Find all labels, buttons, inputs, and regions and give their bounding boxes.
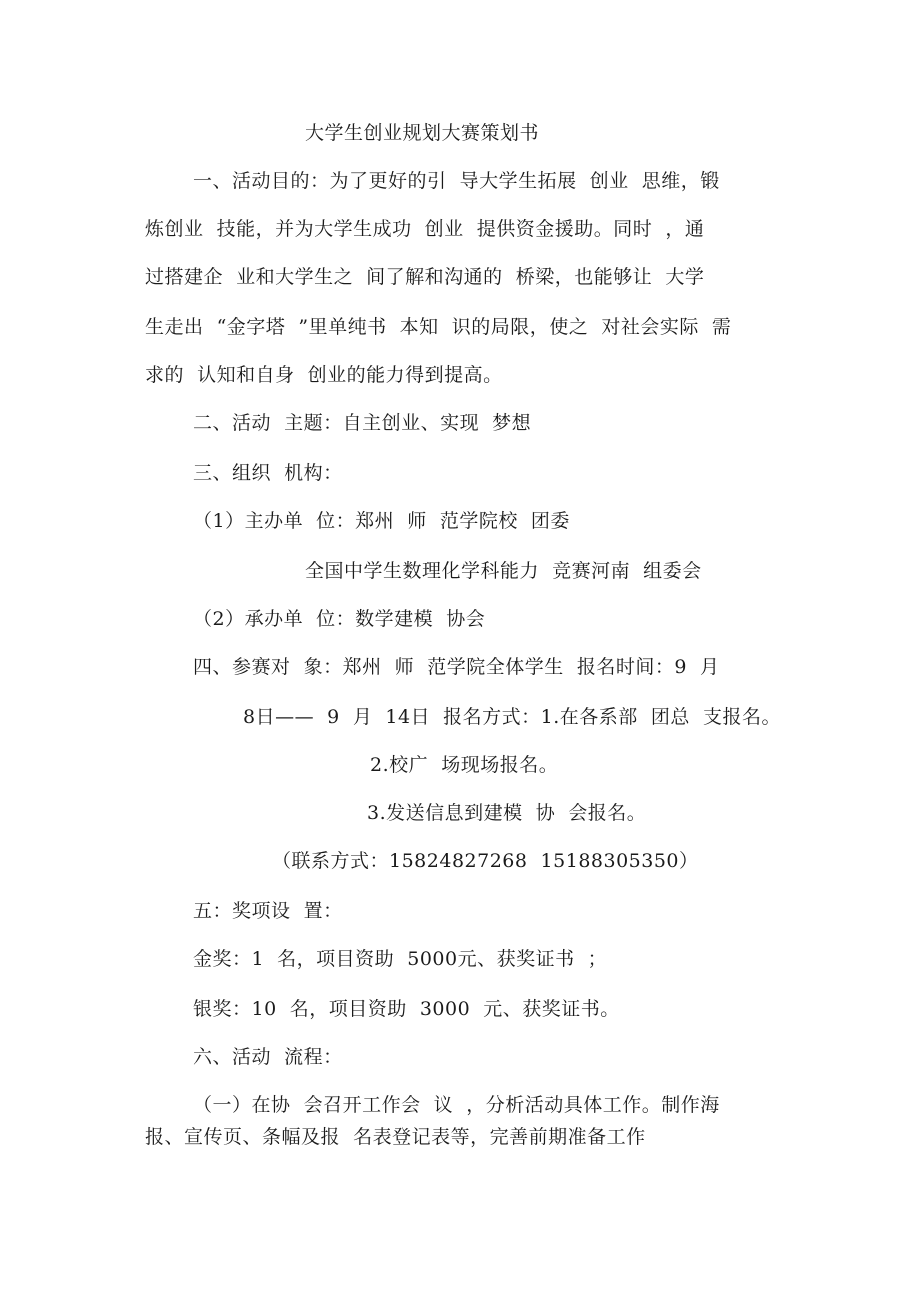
text-line: 一、活动目的：为了更好的引 导大学生拓展 创业 思维，锻 [193,170,720,192]
text-line: 3.发送信息到建模 协 会报名。 [367,802,647,824]
text-line: 炼创业 技能，并为大学生成功 创业 提供资金援助。同时 ，通 [145,218,705,240]
text-line: 三、组织 机构： [193,462,343,484]
text-line: 五：奖项设 置： [193,900,343,922]
text-line: 银奖：10 名，项目资助 3000 元、获奖证书。 [193,998,620,1020]
text-line: 二、活动 主题：自主创业、实现 梦想 [193,412,532,434]
text-line: （联系方式：15824827268 15188305350） [272,850,699,872]
text-line: 求的 认知和自身 创业的能力得到提高。 [145,364,503,386]
text-line: 2.校广 场现场报名。 [370,754,559,776]
text-line: 生走出 “金字塔 ”里单纯书 本知 识的局限，使之 对社会实际 需 [145,316,732,338]
document-title: 大学生创业规划大赛策划书 [305,122,540,144]
text-line: 报、宣传页、条幅及报 名表登记表等，完善前期准备工作 [145,1126,646,1148]
text-line: （1）主办单 位：郑州 师 范学院校 团委 [193,510,570,532]
text-line: 六、活动 流程： [193,1046,343,1068]
text-line: 全国中学生数理化学科能力 竞赛河南 组委会 [305,560,702,582]
text-line: 8日—— 9 月 14日 报名方式：1.在各系部 团总 支报名。 [243,706,781,728]
text-line: 金奖：1 名，项目资助 5000元、获奖证书 ； [193,948,608,970]
text-line: （一）在协 会召开工作会 议 ，分析活动具体工作。制作海 [193,1094,720,1116]
text-line: 四、参赛对 象：郑州 师 范学院全体学生 报名时间：9 月 [193,656,720,678]
text-line: 过搭建企 业和大学生之 间了解和沟通的 桥梁，也能够让 大学 [145,266,705,288]
text-line: （2）承办单 位：数学建模 协会 [193,608,486,630]
